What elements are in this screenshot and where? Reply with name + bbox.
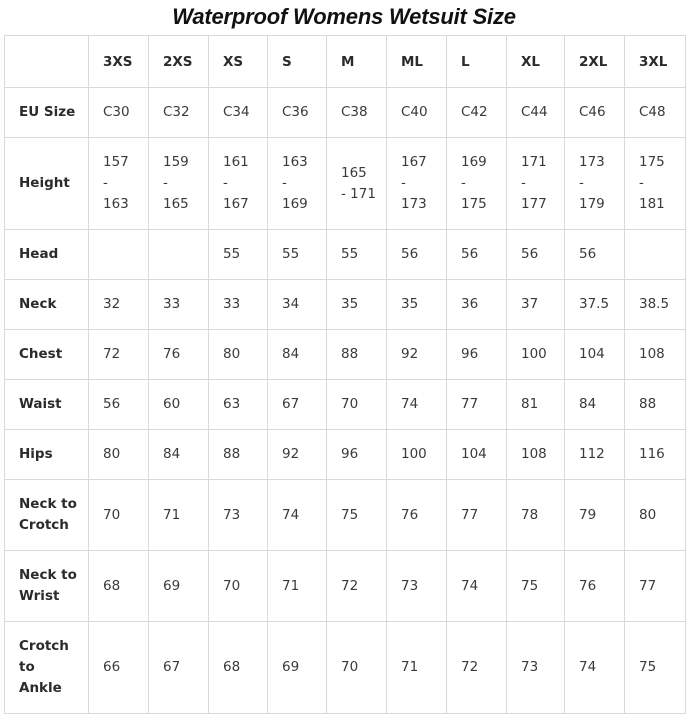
table-cell: 35: [387, 280, 447, 330]
table-cell: 60: [149, 380, 209, 430]
row-label: Head: [5, 230, 89, 280]
column-header: 2XL: [565, 36, 625, 88]
table-cell: 76: [387, 480, 447, 551]
table-cell: 56: [89, 380, 149, 430]
column-header: [5, 36, 89, 88]
table-cell: 159 - 165: [149, 138, 209, 230]
size-chart-table: [4, 35, 686, 714]
row-label: Height: [5, 138, 89, 230]
table-cell: 34: [268, 280, 327, 330]
table-cell: 171 - 177: [507, 138, 565, 230]
row-label: Waist: [5, 380, 89, 430]
table-cell: C36: [268, 88, 327, 138]
table-cell: C34: [209, 88, 268, 138]
table-cell: 72: [447, 622, 507, 714]
column-header: XL: [507, 36, 565, 88]
table-row: [5, 330, 686, 380]
table-cell: 88: [625, 380, 686, 430]
table-cell: 80: [209, 330, 268, 380]
table-row: [5, 280, 686, 330]
table-cell: 37.5: [565, 280, 625, 330]
table-cell: 75: [327, 480, 387, 551]
table-cell: 173 - 179: [565, 138, 625, 230]
table-cell: 157 - 163: [89, 138, 149, 230]
table-cell: 70: [209, 551, 268, 622]
table-cell: 100: [507, 330, 565, 380]
column-header: 3XL: [625, 36, 686, 88]
table-cell: 88: [209, 430, 268, 480]
table-cell: C44: [507, 88, 565, 138]
table-cell: [625, 230, 686, 280]
table-cell: 67: [149, 622, 209, 714]
column-header: S: [268, 36, 327, 88]
row-label: Crotch to Ankle: [5, 622, 89, 714]
table-cell: 68: [209, 622, 268, 714]
table-cell: 104: [565, 330, 625, 380]
table-cell: 32: [89, 280, 149, 330]
table-row: [5, 230, 686, 280]
table-cell: 108: [625, 330, 686, 380]
table-cell: 55: [268, 230, 327, 280]
table-cell: 35: [327, 280, 387, 330]
table-cell: 63: [209, 380, 268, 430]
table-cell: 71: [268, 551, 327, 622]
table-cell: 116: [625, 430, 686, 480]
table-row: [5, 622, 686, 714]
table-cell: 76: [565, 551, 625, 622]
table-cell: 163 - 169: [268, 138, 327, 230]
table-cell: 88: [327, 330, 387, 380]
table-cell: 56: [387, 230, 447, 280]
table-cell: 73: [387, 551, 447, 622]
table-cell: C48: [625, 88, 686, 138]
table-cell: 36: [447, 280, 507, 330]
column-header: ML: [387, 36, 447, 88]
table-cell: C38: [327, 88, 387, 138]
table-cell: 70: [327, 380, 387, 430]
table-cell: 69: [268, 622, 327, 714]
table-cell: 56: [565, 230, 625, 280]
column-header: M: [327, 36, 387, 88]
table-cell: 78: [507, 480, 565, 551]
table-cell: 66: [89, 622, 149, 714]
table-cell: 72: [89, 330, 149, 380]
table-cell: 169 - 175: [447, 138, 507, 230]
row-label: EU Size: [5, 88, 89, 138]
table-row: [5, 380, 686, 430]
table-cell: 165 - 171: [327, 138, 387, 230]
table-cell: 72: [327, 551, 387, 622]
table-cell: 33: [149, 280, 209, 330]
row-label: Neck to Crotch: [5, 480, 89, 551]
table-cell: C42: [447, 88, 507, 138]
row-label: Neck: [5, 280, 89, 330]
table-cell: 74: [268, 480, 327, 551]
row-label: Neck to Wrist: [5, 551, 89, 622]
table-cell: 77: [447, 480, 507, 551]
table-cell: 74: [565, 622, 625, 714]
table-row: [5, 138, 686, 230]
table-header-row: [5, 36, 686, 88]
table-cell: 38.5: [625, 280, 686, 330]
table-cell: C32: [149, 88, 209, 138]
row-label: Chest: [5, 330, 89, 380]
table-cell: 175 - 181: [625, 138, 686, 230]
table-cell: C30: [89, 88, 149, 138]
table-cell: 55: [209, 230, 268, 280]
table-cell: 96: [447, 330, 507, 380]
table-cell: 55: [327, 230, 387, 280]
page-title: Waterproof Womens Wetsuit Size: [172, 4, 516, 29]
table-cell: 108: [507, 430, 565, 480]
table-cell: C46: [565, 88, 625, 138]
table-row: [5, 480, 686, 551]
table-cell: 56: [507, 230, 565, 280]
table-cell: 79: [565, 480, 625, 551]
table-cell: 75: [625, 622, 686, 714]
table-cell: 73: [507, 622, 565, 714]
table-cell: 70: [89, 480, 149, 551]
table-cell: 161 - 167: [209, 138, 268, 230]
table-cell: 80: [625, 480, 686, 551]
table-cell: 73: [209, 480, 268, 551]
table-row: [5, 88, 686, 138]
table-cell: 80: [89, 430, 149, 480]
column-header: L: [447, 36, 507, 88]
table-cell: 67: [268, 380, 327, 430]
table-cell: 75: [507, 551, 565, 622]
table-cell: 100: [387, 430, 447, 480]
table-cell: 77: [625, 551, 686, 622]
table-cell: 92: [268, 430, 327, 480]
table-cell: 84: [268, 330, 327, 380]
column-header: 3XS: [89, 36, 149, 88]
row-label: Hips: [5, 430, 89, 480]
column-header: 2XS: [149, 36, 209, 88]
table-cell: 74: [387, 380, 447, 430]
table-cell: 92: [387, 330, 447, 380]
column-header: XS: [209, 36, 268, 88]
table-cell: 96: [327, 430, 387, 480]
table-cell: 33: [209, 280, 268, 330]
table-cell: 104: [447, 430, 507, 480]
table-cell: [89, 230, 149, 280]
table-row: [5, 551, 686, 622]
table-cell: 76: [149, 330, 209, 380]
table-cell: 167 - 173: [387, 138, 447, 230]
table-row: [5, 430, 686, 480]
table-cell: C40: [387, 88, 447, 138]
table-cell: 71: [149, 480, 209, 551]
table-cell: 69: [149, 551, 209, 622]
table-cell: 68: [89, 551, 149, 622]
table-cell: 56: [447, 230, 507, 280]
table-cell: 71: [387, 622, 447, 714]
table-cell: 112: [565, 430, 625, 480]
table-cell: [149, 230, 209, 280]
table-cell: 84: [565, 380, 625, 430]
table-cell: 74: [447, 551, 507, 622]
table-cell: 84: [149, 430, 209, 480]
table-cell: 77: [447, 380, 507, 430]
table-cell: 70: [327, 622, 387, 714]
table-cell: 37: [507, 280, 565, 330]
table-cell: 81: [507, 380, 565, 430]
